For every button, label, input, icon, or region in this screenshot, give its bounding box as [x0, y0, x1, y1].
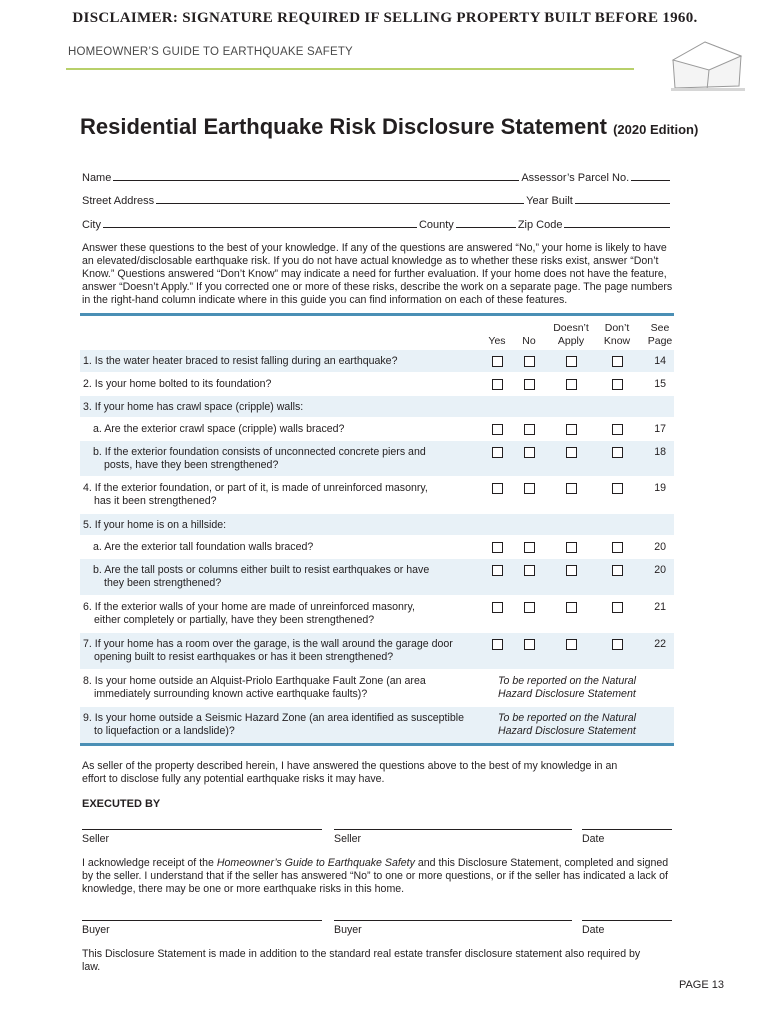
dont-know-checkbox[interactable]: [612, 447, 623, 458]
reporting-line: Hazard Disclosure Statement: [498, 688, 636, 700]
doesnt-apply-checkbox[interactable]: [566, 424, 577, 435]
header-doesnt-text: Doesn’t: [553, 322, 589, 334]
doesnt-apply-checkbox[interactable]: [566, 356, 577, 367]
question-line: immediately surrounding known active earthquake faults)?: [94, 688, 368, 700]
parcel-field[interactable]: [631, 179, 670, 181]
header-dont-text: Don’t: [604, 322, 630, 334]
title-text: Residential Earthquake Risk Disclosure Statement: [80, 114, 607, 139]
question-line: has it been strengthened?: [94, 495, 217, 507]
question-text: 3. If your home has crawl space (cripple) walls:: [83, 401, 304, 413]
doesnt-apply-checkbox[interactable]: [566, 542, 577, 553]
yes-checkbox[interactable]: [492, 424, 503, 435]
see-page-number: 19: [654, 482, 666, 494]
zip-field[interactable]: [564, 226, 670, 228]
seller-statement: As seller of the property described herein, I have answered the questions above to the best of my knowledge in an effort to disclose fully any potential earthquake risks it may have.: [82, 760, 618, 785]
question-text: a. Are the exterior tall foundation walls braced?: [93, 541, 314, 553]
see-page-number: 21: [654, 601, 666, 613]
county-label: County: [418, 219, 454, 231]
dont-know-checkbox[interactable]: [612, 424, 623, 435]
yes-checkbox[interactable]: [492, 447, 503, 458]
question-line: 7. If your home has a room over the garage, is the wall around the garage door: [83, 638, 453, 650]
reporting-line: To be reported on the Natural: [498, 712, 637, 724]
ack-text: and this Disclosure Statement, completed and signed by the seller. I understand that if the seller has answered “No” to one or more questions, or if the seller has indicated a lack of knowledge, there may be one or more earthquake risks in this home.: [82, 857, 669, 895]
yes-checkbox[interactable]: [492, 602, 503, 613]
question-row-2: [80, 372, 674, 395]
dont-know-checkbox[interactable]: [612, 356, 623, 367]
header-know-text: Know: [603, 335, 631, 347]
header-no: No: [522, 335, 536, 347]
questions-table: [80, 313, 674, 746]
dont-know-checkbox[interactable]: [612, 602, 623, 613]
street-field[interactable]: [156, 202, 524, 204]
question-line: they been strengthened?: [104, 577, 222, 589]
doesnt-apply-checkbox[interactable]: [566, 602, 577, 613]
city-field[interactable]: [103, 226, 417, 228]
city-label: City: [82, 219, 101, 231]
question-line: posts, have they been strengthened?: [104, 459, 279, 471]
header-yes: Yes: [488, 335, 506, 347]
seller-date-line[interactable]: [582, 829, 672, 830]
header-divider: [66, 68, 634, 70]
reporting-note: [498, 675, 668, 701]
dont-know-checkbox[interactable]: [612, 483, 623, 494]
instructions-paragraph: Answer these questions to the best of your knowledge. If any of the questions are answered “No,” your home is likely to have an elevated/disclosable earthquake risk. If you do not have actual knowledge as to whether these risks exist, answer “Don’t Know.” Questions answered “Don’t Know” may indicate a need for further evaluation. If your home does not have the feature, answer “Doesn’t Apply.” If you corrected one or more of these risks, describe the work on a separate page. The page numbers in the right-hand column indicate where in this guide you can find information on each of these features.: [82, 242, 673, 306]
no-checkbox[interactable]: [524, 447, 535, 458]
reporting-line: To be reported on the Natural: [498, 675, 637, 687]
yes-checkbox[interactable]: [492, 356, 503, 367]
buyer-signature-line-2[interactable]: [334, 920, 572, 921]
zip-label: Zip Code: [517, 219, 563, 231]
doesnt-apply-checkbox[interactable]: [566, 379, 577, 390]
executed-by-label: EXECUTED BY: [82, 798, 161, 810]
buyer-date-label: Date: [582, 924, 605, 936]
question-row-6: [80, 595, 674, 632]
page-title: [80, 114, 698, 140]
ack-text: I acknowledge receipt of the: [82, 857, 217, 869]
city-row: [82, 219, 672, 231]
name-label: Name: [82, 172, 112, 184]
no-checkbox[interactable]: [524, 356, 535, 367]
table-header: [80, 316, 674, 349]
reporting-note: [498, 712, 668, 738]
question-line: 6. If the exterior walls of your home are made of unreinforced masonry,: [83, 601, 415, 613]
question-text: 5. If your home is on a hillside:: [83, 519, 227, 531]
yes-checkbox[interactable]: [492, 483, 503, 494]
question-row-1: [80, 349, 674, 372]
question-line: b. Are the tall posts or columns either built to resist earthquakes or have: [93, 564, 430, 576]
yes-checkbox[interactable]: [492, 379, 503, 390]
dont-know-checkbox[interactable]: [612, 542, 623, 553]
see-page-number: 14: [654, 355, 666, 367]
question-row-3: [80, 395, 674, 417]
doesnt-apply-checkbox[interactable]: [566, 639, 577, 650]
question-text: [93, 564, 478, 590]
question-line: either completely or partially, have they been strengthened?: [94, 614, 375, 626]
no-checkbox[interactable]: [524, 542, 535, 553]
question-row-8: [80, 669, 674, 706]
header-page-text: Page: [647, 335, 673, 347]
see-page-number: 22: [654, 638, 666, 650]
header-see-page: [640, 322, 680, 348]
question-line: b. If the exterior foundation consists of unconnected concrete piers and: [93, 446, 426, 458]
header-apply-text: Apply: [557, 335, 585, 347]
no-checkbox[interactable]: [524, 483, 535, 494]
page-number: PAGE 13: [678, 979, 724, 991]
question-row-3b: [80, 440, 674, 476]
question-text: [83, 675, 478, 701]
doesnt-apply-checkbox[interactable]: [566, 447, 577, 458]
no-checkbox[interactable]: [524, 379, 535, 390]
seller-label-1: Seller: [82, 833, 110, 845]
reporting-line: Hazard Disclosure Statement: [498, 725, 636, 737]
no-checkbox[interactable]: [524, 639, 535, 650]
seller-signature-line-2[interactable]: [334, 829, 572, 830]
final-note: This Disclosure Statement is made in addition to the standard real estate transfer disclosure statement also required by law.: [82, 948, 641, 973]
buyer-label-1: Buyer: [82, 924, 110, 936]
see-page-number: 20: [654, 564, 666, 576]
guide-title: HOMEOWNER’S GUIDE TO EARTHQUAKE SAFETY: [68, 46, 353, 58]
doesnt-apply-checkbox[interactable]: [566, 565, 577, 576]
no-checkbox[interactable]: [524, 602, 535, 613]
dont-know-checkbox[interactable]: [612, 639, 623, 650]
buyer-date-line[interactable]: [582, 920, 672, 921]
table-bottom-rule: [80, 743, 674, 746]
question-text: 2. Is your home bolted to its foundation?: [83, 378, 272, 390]
question-text: [93, 446, 478, 472]
question-text: [83, 712, 478, 738]
question-row-4: [80, 476, 674, 513]
buyer-signature-line-1[interactable]: [82, 920, 322, 921]
parcel-label: Assessor’s Parcel No.: [521, 172, 630, 184]
see-page-number: 18: [654, 446, 666, 458]
question-text: [83, 638, 478, 664]
question-line: to liquefaction or a landslide)?: [94, 725, 235, 737]
dont-know-checkbox[interactable]: [612, 565, 623, 576]
doesnt-apply-checkbox[interactable]: [566, 483, 577, 494]
no-checkbox[interactable]: [524, 565, 535, 576]
disclaimer-header: DISCLAIMER: SIGNATURE REQUIRED IF SELLING PROPERTY BUILT BEFORE 1960.: [72, 10, 698, 26]
county-field[interactable]: [456, 226, 516, 228]
question-text: 1. Is the water heater braced to resist falling during an earthquake?: [83, 355, 398, 367]
question-row-3a: [80, 417, 674, 440]
year-built-label: Year Built: [526, 195, 573, 207]
acknowledgement-paragraph: [82, 857, 672, 896]
house-icon: [665, 40, 747, 92]
street-label: Street Address: [82, 195, 155, 207]
question-text: [83, 482, 478, 508]
see-page-number: 20: [654, 541, 666, 553]
question-line: 4. If the exterior foundation, or part of it, is made of unreinforced masonry,: [83, 482, 428, 494]
yes-checkbox[interactable]: [492, 639, 503, 650]
name-field[interactable]: [113, 179, 519, 181]
question-line: 8. Is your home outside an Alquist-Priolo Earthquake Fault Zone (an area: [83, 675, 426, 687]
question-row-5b: [80, 558, 674, 595]
question-row-5: [80, 513, 674, 535]
yes-checkbox[interactable]: [492, 542, 503, 553]
question-line: opening built to resist earthquakes or has it been strengthened?: [94, 651, 394, 663]
yes-checkbox[interactable]: [492, 565, 503, 576]
edition-label: (2020 Edition): [613, 122, 699, 137]
seller-date-label: Date: [582, 833, 605, 845]
no-checkbox[interactable]: [524, 424, 535, 435]
dont-know-checkbox[interactable]: [612, 379, 623, 390]
buyer-label-2: Buyer: [334, 924, 362, 936]
header-dont-know: [595, 322, 639, 348]
see-page-number: 15: [654, 378, 666, 390]
header-see-text: See: [650, 322, 670, 334]
question-row-9: [80, 706, 674, 743]
year-built-field[interactable]: [575, 202, 670, 204]
question-row-5a: [80, 535, 674, 558]
seller-label-2: Seller: [334, 833, 362, 845]
header-doesnt-apply: [544, 322, 598, 348]
question-row-7: [80, 632, 674, 669]
question-line: 9. Is your home outside a Seismic Hazard Zone (an area identified as susceptible: [83, 712, 464, 724]
question-text: [83, 601, 478, 627]
name-row: [82, 172, 672, 184]
see-page-number: 17: [654, 423, 666, 435]
seller-signature-line-1[interactable]: [82, 829, 322, 830]
ack-guide-title: Homeowner’s Guide to Earthquake Safety: [216, 857, 415, 869]
question-text: a. Are the exterior crawl space (cripple) walls braced?: [93, 423, 345, 435]
street-row: [82, 195, 672, 207]
